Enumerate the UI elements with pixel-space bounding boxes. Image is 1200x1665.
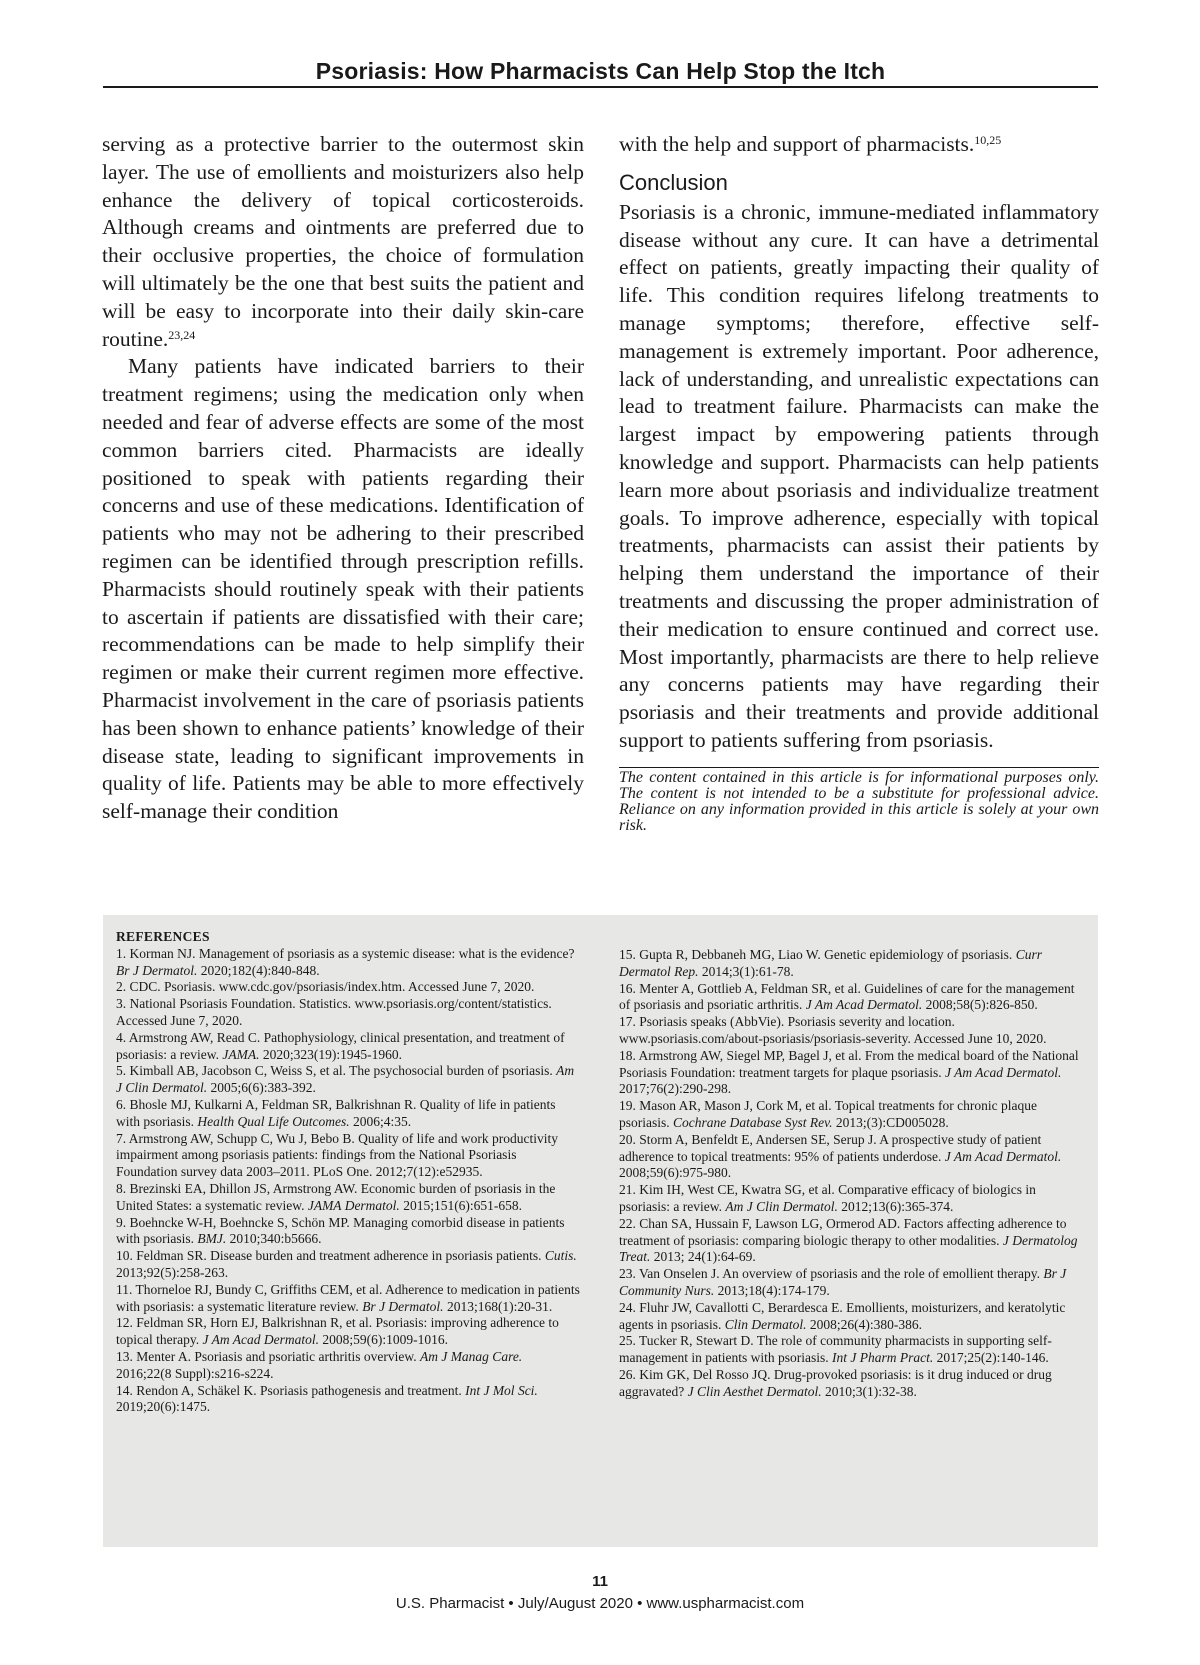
reference-item: 19. Mason AR, Mason J, Cork M, et al. Topical treatments for chronic plaque psoriasis. Cochrane Database Syst Rev. 2013;(3):CD005028. <box>619 1098 1037 1130</box>
reference-item: 22. Chan SA, Hussain F, Lawson LG, Ormerod AD. Factors affecting adherence to treatment of psoriasis: comparing biologic therapy to other modalities. J Dermatolog Treat. 2013; 24(1):64-69. <box>619 1215 1078 1265</box>
reference-item: 14. Rendon A, Schäkel K. Psoriasis pathogenesis and treatment. Int J Mol Sci. 2019;20(6):1475. <box>116 1382 538 1415</box>
reference-item: 5. Kimball AB, Jacobson C, Weiss S, et al. The psychosocial burden of psoriasis. Am J Clin Dermatol. 2005;6(6):383-392. <box>116 1063 575 1096</box>
reference-item: 12. Feldman SR, Horn EJ, Balkrishnan R, et al. Psoriasis: improving adherence to topical therapy. J Am Acad Dermatol. 2008;59(6):1009-1016. <box>116 1315 559 1348</box>
reference-item: 17. Psoriasis speaks (AbbVie). Psoriasis severity and location. www.psoriasis.com/about-psoriasis/psoriasis-severity. Accessed June 10, 2020. <box>619 1014 1047 1046</box>
references-title: REFERENCES <box>116 929 210 944</box>
reference-item: 3. National Psoriasis Foundation. Statistics. www.psoriasis.org/content/statistics. Accessed June 7, 2020. <box>116 996 552 1028</box>
references-column-right <box>619 947 1084 1401</box>
page-number: 11 <box>592 1573 608 1590</box>
citation: 23,24 <box>168 327 196 342</box>
reference-item: 23. Van Onselen J. An overview of psoriasis and the role of emollient therapy. Br J Community Nurs. 2013;18(4):174-179. <box>619 1266 1067 1298</box>
reference-item: 1. Korman NJ. Management of psoriasis as a systemic disease: what is the evidence? Br J Dermatol. 2020;182(4):840-848. <box>116 945 575 978</box>
reference-item: 4. Armstrong AW, Read C. Pathophysiology, clinical presentation, and treatment of psoriasis: a review. JAMA. 2020;323(19):1945-1960. <box>116 1029 565 1062</box>
reference-item: 13. Menter A. Psoriasis and psoriatic arthritis overview. Am J Manag Care. 2016;22(8 Suppl):s216-s224. <box>116 1348 523 1381</box>
page-footer: U.S. Pharmacist • July/August 2020 • www.uspharmacist.com <box>395 1595 805 1612</box>
reference-item: 8. Brezinski EA, Dhillon JS, Armstrong AW. Economic burden of psoriasis in the United States: a systematic review. JAMA Dermatol. 2015;151(6):651-658. <box>116 1180 556 1213</box>
reference-item: 24. Fluhr JW, Cavallotti C, Berardesca E. Emollients, moisturizers, and keratolytic agents in psoriasis. Clin Dermatol. 2008;26(4):380-386. <box>619 1299 1066 1332</box>
reference-item: 11. Thorneloe RJ, Bundy C, Griffiths CEM, et al. Adherence to medication in patients with psoriasis: a systematic literature review. Br J Dermatol. 2013;168(1):20-31. <box>116 1281 580 1314</box>
section-heading-conclusion: Conclusion <box>619 169 728 195</box>
reference-item: 6. Bhosle MJ, Kulkarni A, Feldman SR, Balkrishnan R. Quality of life in patients with psoriasis. Health Qual Life Outcomes. 2006;4:35. <box>116 1096 556 1129</box>
reference-item: 10. Feldman SR. Disease burden and treatment adherence in psoriasis patients. Cutis. 2013;92(5):258-263. <box>116 1248 577 1280</box>
reference-item: 26. Kim GK, Del Rosso JQ. Drug-provoked psoriasis: is it drug induced or drug aggravated? J Clin Aesthet Dermatol. 2010;3(1):32-38. <box>619 1366 1052 1399</box>
reference-item: 16. Menter A, Gottlieb A, Feldman SR, et al. Guidelines of care for the management of psoriasis and psoriatic arthritis. J Am Acad Dermatol. 2008;58(5):826-850. <box>619 980 1075 1013</box>
disclaimer: The content contained in this article is for informational purposes only. The content is not intended to be a substitute for professional advice. Reliance on any information provided in this article is solely at your own risk. <box>619 768 1099 834</box>
references-box <box>103 915 1098 1547</box>
body-paragraph: with the help and support of pharmacists.$^{10,25}$ <box>619 132 1002 156</box>
reference-item: 15. Gupta R, Debbaneh MG, Liao W. Genetic epidemiology of psoriasis. Curr Dermatol Rep. 2014;3(1):61-78. <box>619 947 1042 979</box>
reference-item: 25. Tucker R, Stewart D. The role of community pharmacists in supporting self-management in patients with psoriasis. Int J Pharm Pract. 2017;25(2):140-146. <box>619 1333 1052 1366</box>
citation: 10,25 <box>974 133 1002 147</box>
body-paragraph: Psoriasis is a chronic, immune-mediated inflammatory disease without any cure. It can have a detrimental effect on patients, greatly impacting their quality of life. This condition requires lifelong treatments to manage symptoms; therefore, effective self-management is extremely important. Poor adherence, lack of understanding, and unrealistic expectations can lead to treatment failure. Pharmacists can make the largest impact by empowering patients through knowledge and support. Pharmacists can help patients learn more about psoriasis and individualize treatment goals. To improve adherence, especially with topical treatments, pharmacists can assist their patients by helping them understand the importance of their treatments and discussing the proper administration of their medication to ensure continued and correct use. Most importantly, pharmacists are there to help relieve any concerns patients may have regarding their psoriasis and their treatments and provide additional support to patients suffering from psoriasis. <box>619 199 1099 752</box>
reference-item: 21. Kim IH, West CE, Kwatra SG, et al. Comparative efficacy of biologics in psoriasis: a review. Am J Clin Dermatol. 2012;13(6):365-374. <box>619 1182 1036 1214</box>
body-paragraph: serving as a protective barrier to the outermost skin layer. The use of emollients and moisturizers also help enhance the delivery of topical corticosteroids. Although creams and ointments are preferred due to their occlusive properties, the choice of formulation will ultimately be the one that best suits the patient and will be easy to incorporate into their daily skin-care routine.$^{23,24}$ <box>102 132 584 351</box>
article-column-left <box>102 131 584 826</box>
article-column-right <box>619 131 1099 834</box>
reference-item: 9. Boehncke W-H, Boehncke S, Schön MP. Managing comorbid disease in patients with psoriasis. BMJ. 2010;340:b5666. <box>116 1214 565 1247</box>
reference-item: 20. Storm A, Benfeldt E, Andersen SE, Serup J. A prospective study of patient adherence to topical treatments: 95% of patients underdose. J Am Acad Dermatol. 2008;59(6):975-980. <box>619 1131 1062 1181</box>
reference-item: 2. CDC. Psoriasis. www.cdc.gov/psoriasis/index.htm. Accessed June 7, 2020. <box>116 979 535 995</box>
reference-item: 18. Armstrong AW, Siegel MP, Bagel J, et al. From the medical board of the National Psoriasis Foundation: treatment targets for plaque psoriasis. J Am Acad Dermatol. 2017;76(2):290-298. <box>619 1047 1079 1097</box>
running-head: Psoriasis: How Pharmacists Can Help Stop the Itch <box>103 56 1098 88</box>
reference-item: 7. Armstrong AW, Schupp C, Wu J, Bebo B. Quality of life and work productivity impairment among psoriasis patients: findings from the National Psoriasis Foundation survey data 2003–2011. PLoS One. 2012;7(12):e52935. <box>116 1130 558 1180</box>
references-column-left <box>116 929 581 1416</box>
body-paragraph: Many patients have indicated barriers to their treatment regimens; using the medication only when needed and fear of adverse effects are some of the most common barriers cited. Pharmacists are ideally positioned to speak with patients regarding their concerns and use of these medications. Identification of patients who may not be adhering to their prescribed regimen can be identified through prescription refills. Pharmacists should routinely speak with their patients to ascertain if patients are dissatisfied with their care; recommendations can be made to help simplify their regimen or make their current regimen more effective. Pharmacist involvement in the care of psoriasis patients has been shown to enhance patients’ knowledge of their disease state, leading to significant improvements in quality of life. Patients may be able to more effectively self-manage their condition <box>102 354 584 824</box>
